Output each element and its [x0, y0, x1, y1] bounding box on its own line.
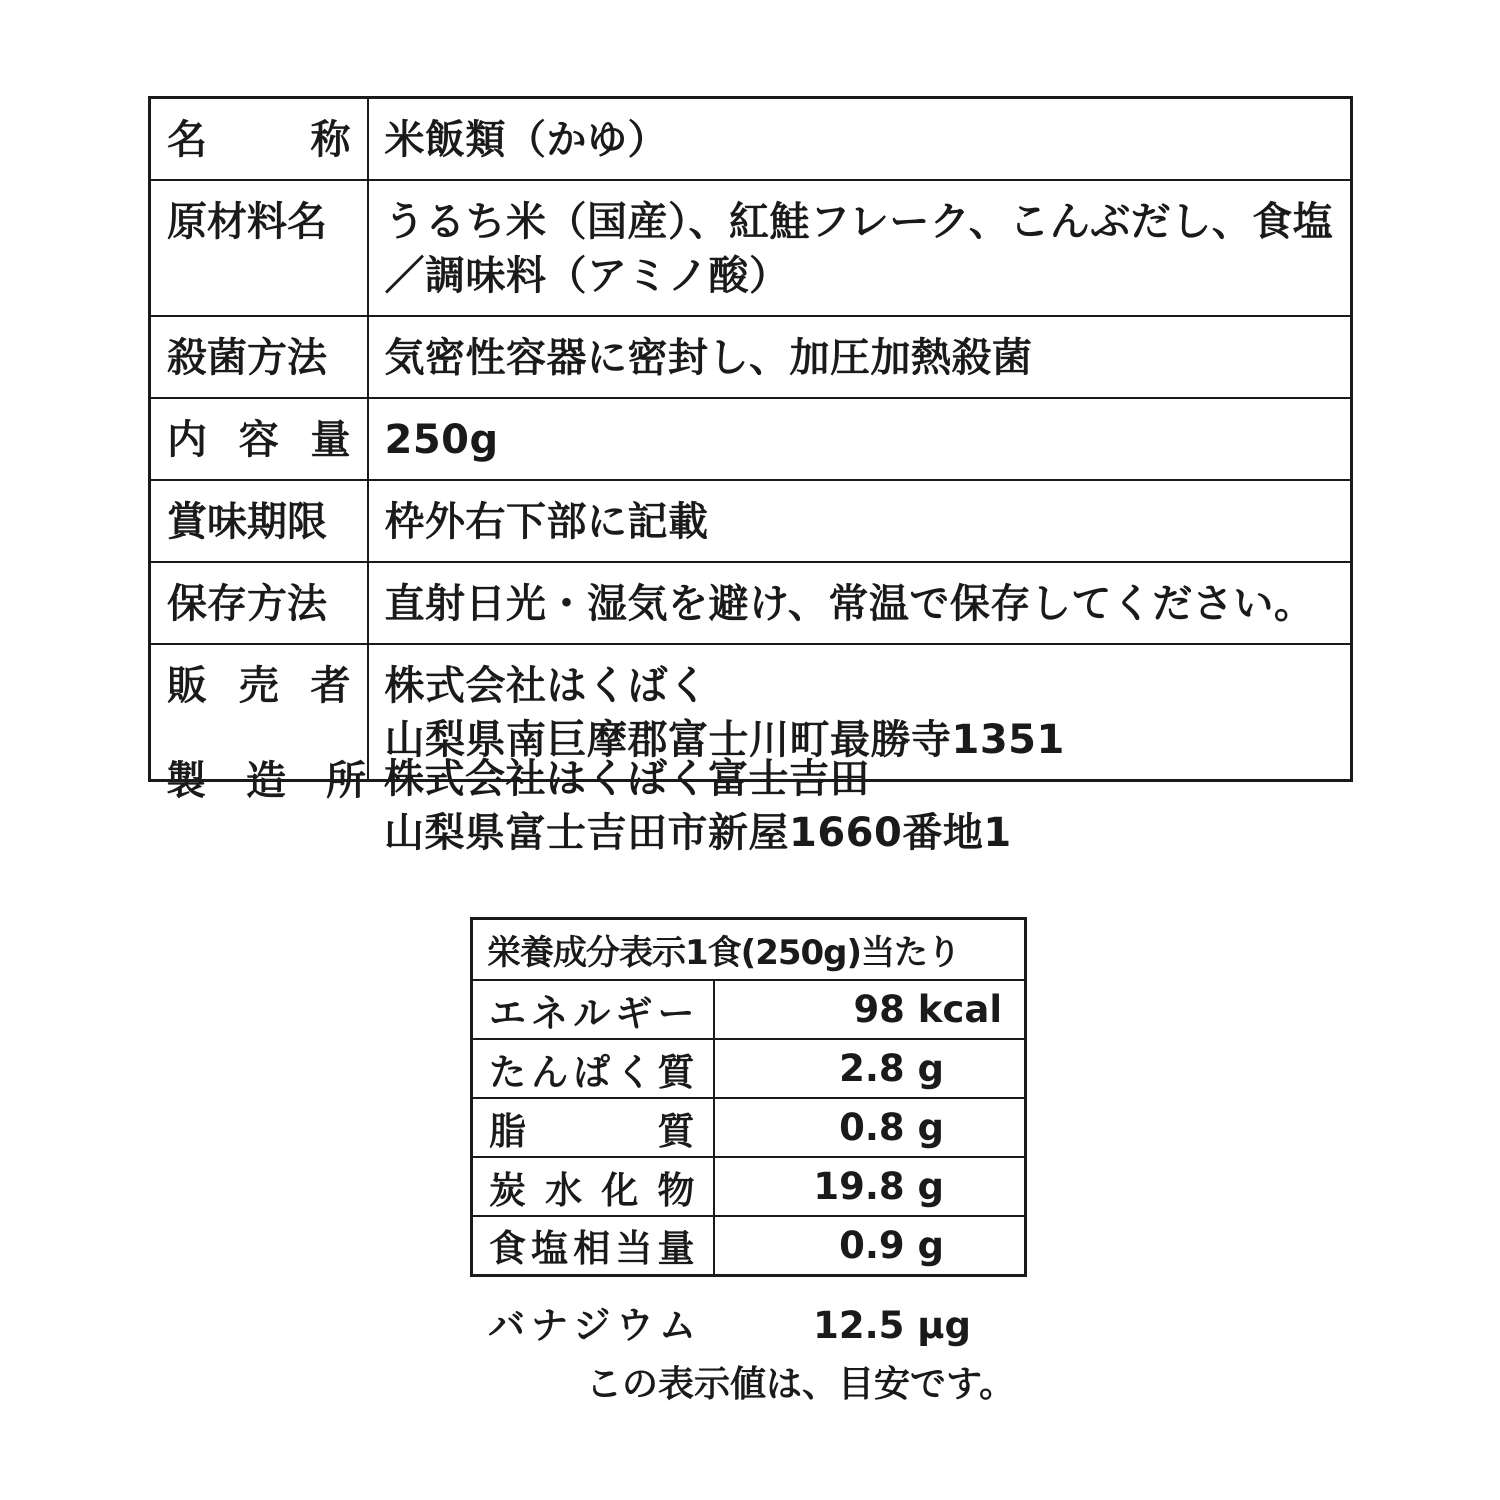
label-value — [368, 562, 1352, 644]
nutrient-name: エネルギー — [472, 980, 714, 1039]
vanadium-name: バナジウム — [488, 1304, 696, 1347]
nutrition-header: 栄養成分表示1食(250g)当たり — [472, 919, 1026, 981]
food-label-table — [148, 96, 1353, 782]
label-value — [368, 180, 1352, 316]
manufacturer-key: 製 造 所 — [166, 758, 366, 804]
label-value-line: 直射日光・湿気を避け、常温で保存してください。 — [384, 581, 1315, 627]
label-row-sterilization — [150, 316, 1352, 398]
nutrient-name: 食塩相当量 — [472, 1216, 714, 1275]
nutrition-note: この表示値は、目安です。 — [586, 1364, 1016, 1405]
label-value-line: 山梨県南巨摩郡富士川町最勝寺1351 — [384, 717, 1065, 763]
label-value-line: ／調味料（アミノ酸） — [384, 253, 790, 299]
label-row-ingredients — [150, 180, 1352, 316]
vanadium-value: 12.5 μg — [813, 1304, 971, 1347]
nutrient-name: 炭 水 化 物 — [472, 1157, 714, 1216]
label-key: 内 容 量 — [150, 398, 368, 480]
nutrition-row — [472, 1039, 1026, 1098]
manufacturer-line: 株式会社はくばく富士吉田 — [384, 756, 870, 802]
label-value-line: 枠外右下部に記載 — [384, 499, 709, 545]
nutrient-value: 0.9 g — [714, 1216, 1026, 1275]
label-key: 名 称 — [150, 98, 368, 181]
nutrient-value: 19.8 g — [714, 1157, 1026, 1216]
label-value-line: 250g — [384, 417, 499, 463]
nutrition-row — [472, 1216, 1026, 1275]
label-key: 販 売 者 — [150, 644, 368, 781]
label-row-name — [150, 98, 1352, 181]
nutrition-table — [470, 917, 1027, 1277]
vanadium-row — [470, 1298, 1027, 1354]
nutrient-name: 脂 質 — [472, 1098, 714, 1157]
label-value-line: うるち米（国産）、紅鮭フレーク、こんぶだし、食塩 — [384, 199, 1334, 245]
label-key: 賞味期限 — [150, 480, 368, 562]
nutrient-value: 98 kcal — [714, 980, 1026, 1039]
label-value-line: 気密性容器に密封し、加圧加熱殺菌 — [384, 335, 1033, 381]
nutrition-header-row — [472, 919, 1026, 981]
label-key: 殺菌方法 — [150, 316, 368, 398]
nutrition-row — [472, 1098, 1026, 1157]
label-row-storage — [150, 562, 1352, 644]
manufacturer-line: 山梨県富士吉田市新屋1660番地1 — [384, 810, 1012, 856]
manufacturer-value — [384, 752, 1012, 860]
nutrient-name: たんぱく質 — [472, 1039, 714, 1098]
label-value — [368, 316, 1352, 398]
label-value — [368, 398, 1352, 480]
nutrition-row — [472, 1157, 1026, 1216]
label-key: 保存方法 — [150, 562, 368, 644]
nutrient-value: 2.8 g — [714, 1039, 1026, 1098]
label-value-line: 米飯類（かゆ） — [384, 117, 668, 163]
label-value-line: 株式会社はくばく — [384, 663, 709, 709]
label-key: 原材料名 — [150, 180, 368, 316]
nutrient-value: 0.8 g — [714, 1098, 1026, 1157]
label-value — [368, 98, 1352, 181]
label-row-contents — [150, 398, 1352, 480]
label-row-best-before — [150, 480, 1352, 562]
label-value — [368, 480, 1352, 562]
nutrition-row — [472, 980, 1026, 1039]
